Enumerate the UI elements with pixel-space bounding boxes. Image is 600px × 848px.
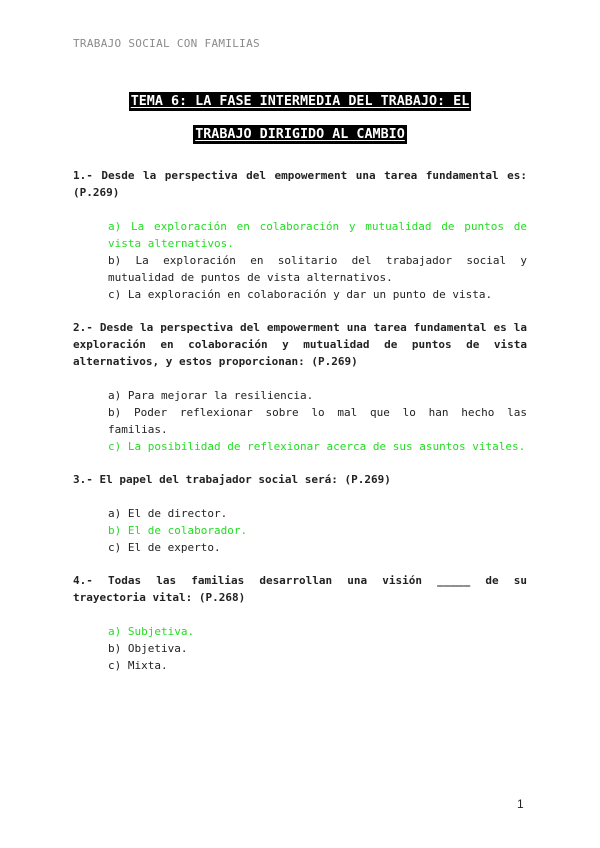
- answer-options: [108, 623, 527, 674]
- answer-option-correct: b) El de colaborador.: [108, 524, 248, 537]
- question-text: 1.- Desde la perspectiva del empowerment una tarea fundamental es: (P.269): [73, 169, 527, 199]
- title-line-1: TEMA 6: LA FASE INTERMEDIA DEL TRABAJO: EL: [130, 94, 470, 109]
- answer-options: [108, 387, 527, 455]
- answer-options: [108, 218, 527, 303]
- answer-options: [108, 505, 527, 556]
- answer-option-correct: a) Subjetiva.: [108, 625, 195, 638]
- question-text: 2.- Desde la perspectiva del empowerment una tarea fundamental es la exploración en colaboración y mutualidad de puntos de vista alternativos, y estos proporcionan: (P.269): [73, 321, 527, 368]
- answer-option: c) Mixta.: [108, 659, 168, 672]
- answer-option: b) Poder reflexionar sobre lo mal que lo han hecho las familias.: [108, 406, 527, 436]
- question-1: [73, 167, 527, 303]
- question-text: 3.- El papel del trabajador social será: (P.269): [73, 473, 391, 486]
- answer-option: c) La exploración en colaboración y dar un punto de vista.: [108, 288, 493, 301]
- question-list: [73, 167, 527, 690]
- title-line-2: TRABAJO DIRIGIDO AL CAMBIO: [195, 127, 405, 142]
- page-title: [0, 90, 600, 144]
- question-4: [73, 572, 527, 674]
- answer-option-correct: c) La posibilidad de reflexionar acerca de sus asuntos vitales.: [108, 440, 526, 453]
- answer-option: b) Objetiva.: [108, 642, 188, 655]
- answer-option: b) La exploración en solitario del trabajador social y mutualidad de puntos de vista alternativos.: [108, 254, 527, 284]
- question-2: [73, 319, 527, 455]
- answer-option: a) Para mejorar la resiliencia.: [108, 389, 314, 402]
- answer-option-correct: a) La exploración en colaboración y mutualidad de puntos de vista alternativos.: [108, 220, 527, 250]
- page-number: 1: [517, 797, 524, 811]
- running-header: TRABAJO SOCIAL CON FAMILIAS: [73, 37, 260, 50]
- answer-option: a) El de director.: [108, 507, 228, 520]
- answer-option: c) El de experto.: [108, 541, 221, 554]
- question-text: 4.- Todas las familias desarrollan una visión _____ de su trayectoria vital: (P.268): [73, 574, 527, 604]
- question-3: [73, 471, 527, 556]
